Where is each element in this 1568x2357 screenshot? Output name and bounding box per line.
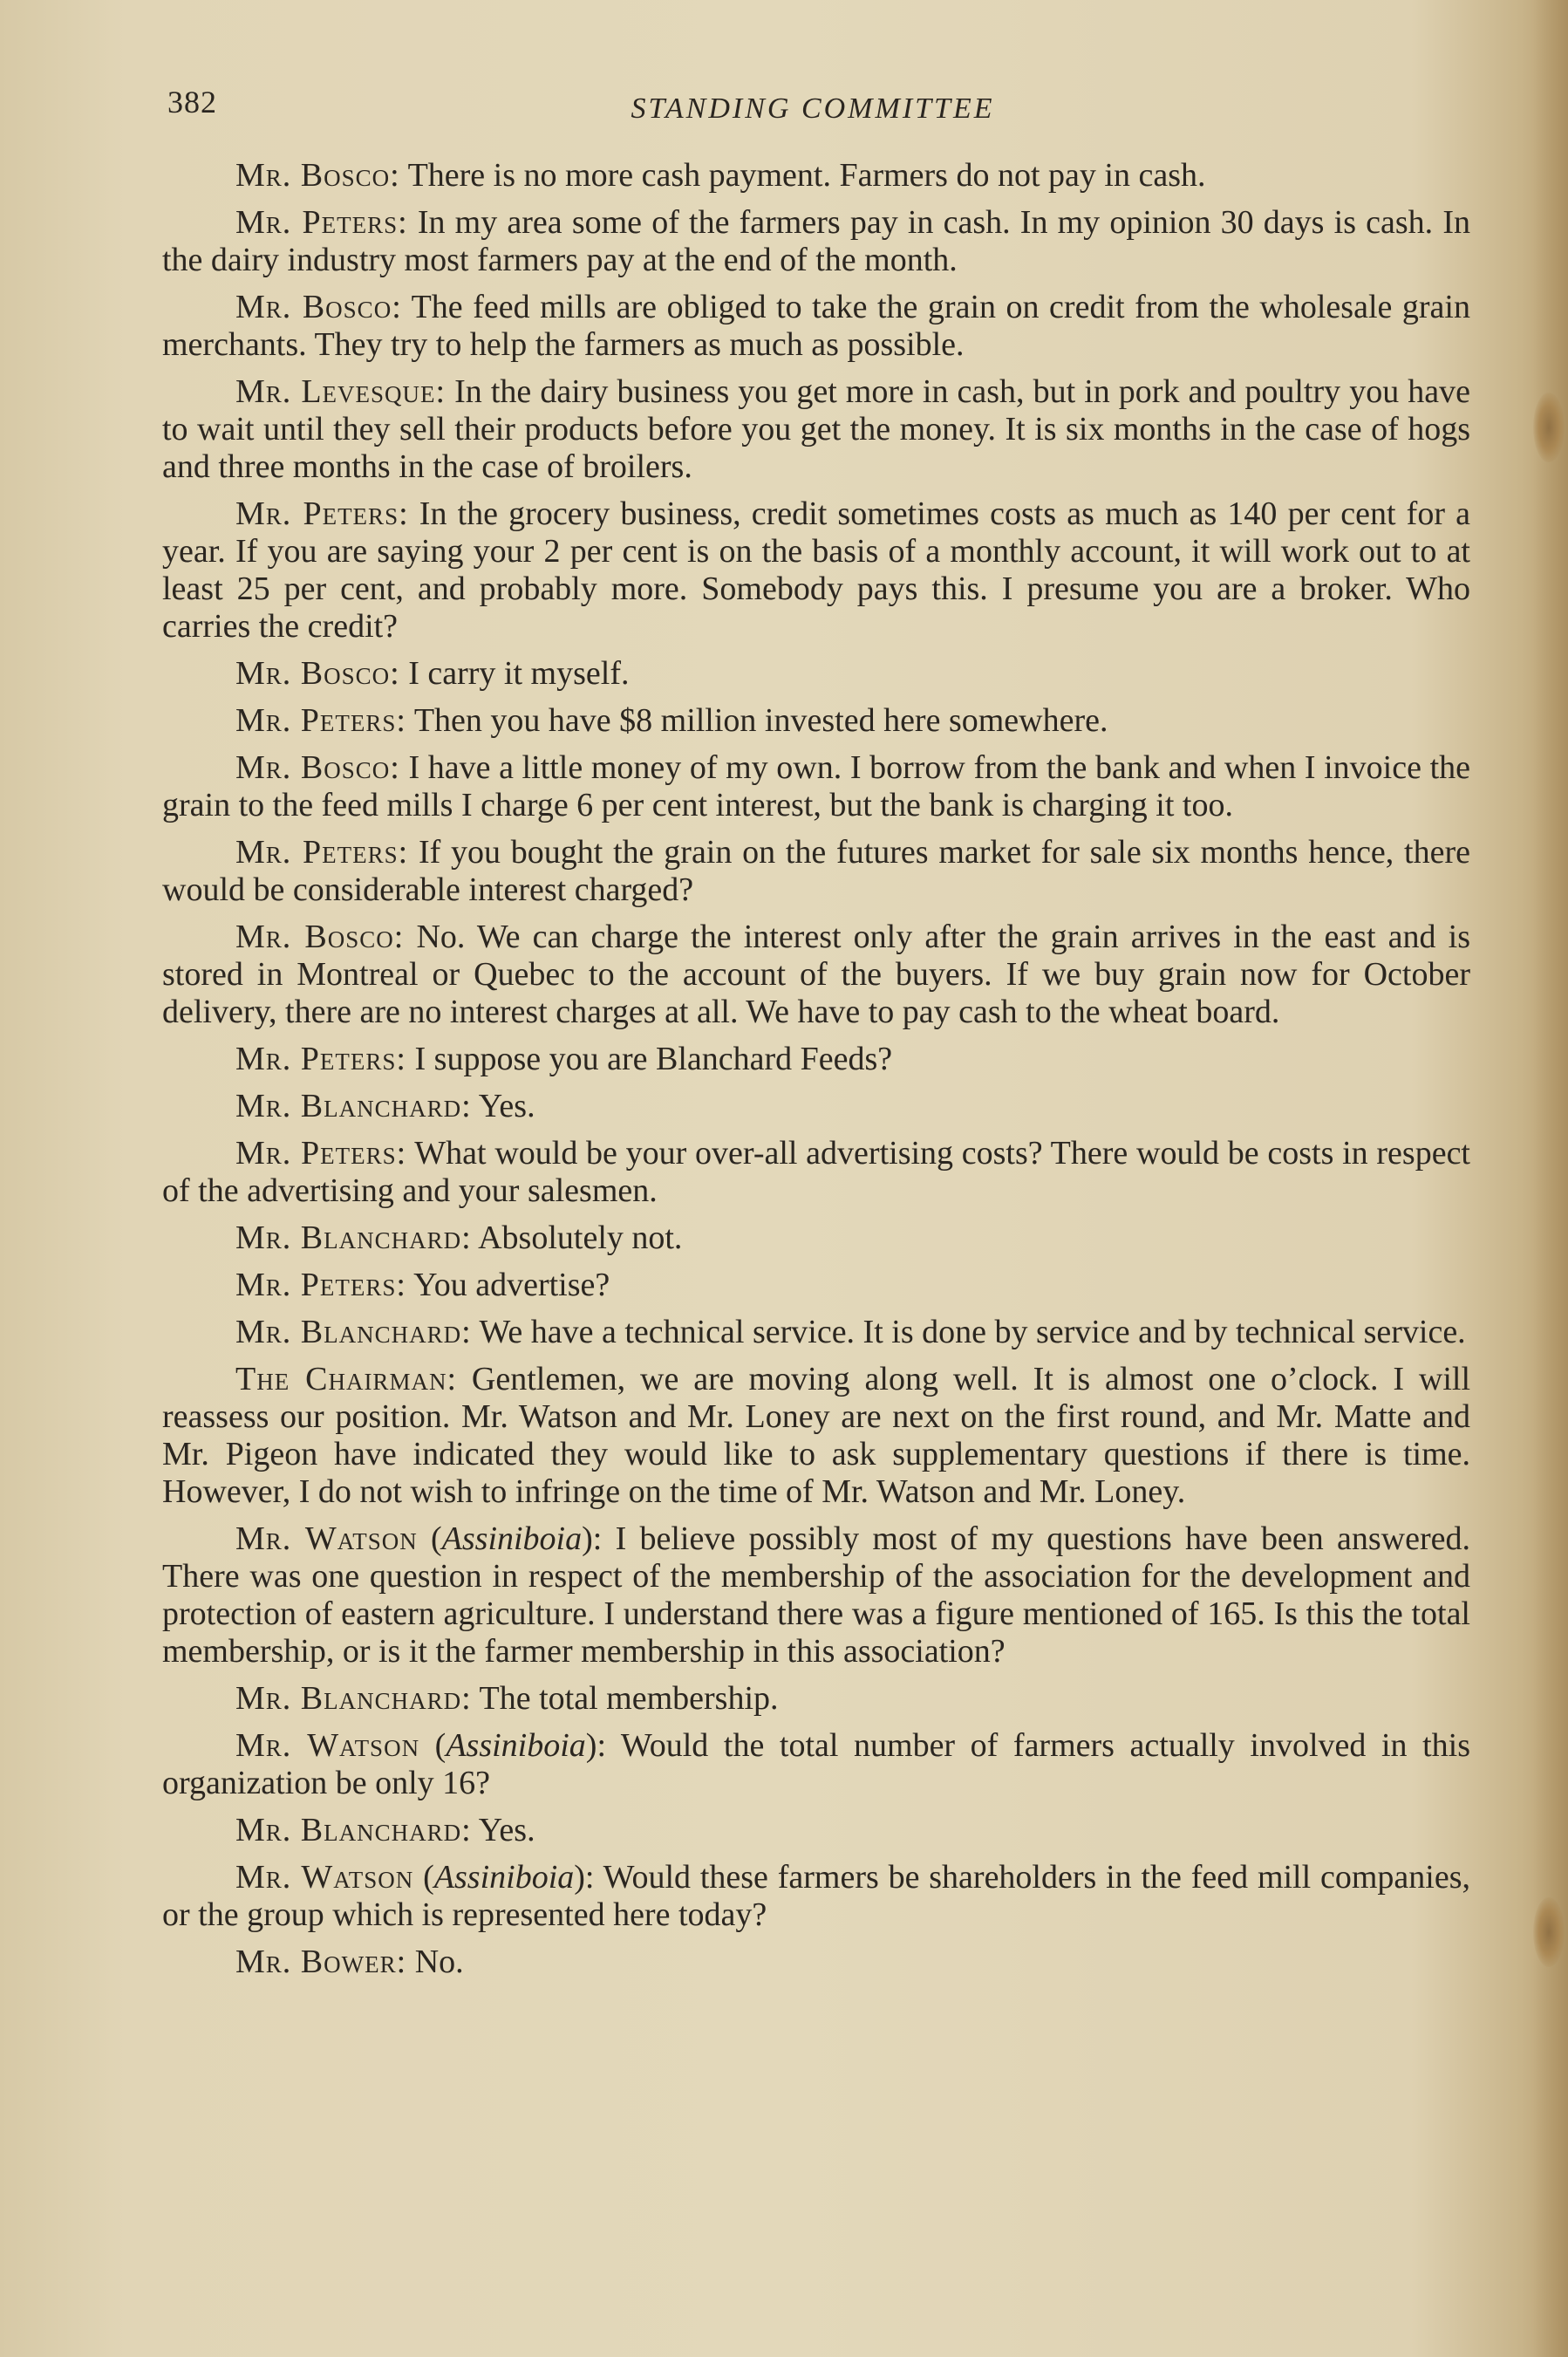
transcript-paragraph: Mr. Watson (Assiniboia): I believe possibly most of my questions have been answered. There was one question in respect of the membership of the association for the development and protection of eastern agriculture. I understand there was a figure mentioned of 165. Is this the total membership, or is it the farmer membership in this association? xyxy=(162,1520,1471,1670)
speech-text: I have a little money of my own. I borrow from the bank and when I invoice the grain to the feed mills I charge 6 per cent interest, but the bank is charging it too. xyxy=(162,749,1471,823)
page-edge-shadow xyxy=(1533,0,1568,2357)
speech-text: Then you have $8 million invested here somewhere. xyxy=(413,702,1108,739)
transcript-paragraph xyxy=(162,1219,1470,1257)
transcript-paragraph xyxy=(162,157,1470,195)
transcript-paragraph xyxy=(162,373,1470,486)
speaker-name: Mr. Peters: xyxy=(235,834,409,871)
transcript-paragraph xyxy=(162,1135,1470,1210)
speech-text: No. We can charge the interest only after the grain arrives in the east and is stored in Montreal or Quebec to the account of the buyers. If we buy grain now for October delivery, there are no interest charges at all. We have to pay cash to the wheat board. xyxy=(162,919,1470,1030)
speaker-colon: : xyxy=(584,1859,595,1896)
transcript-paragraph xyxy=(162,204,1470,279)
transcript-paragraph xyxy=(162,1088,1470,1125)
transcript-paragraph xyxy=(162,919,1470,1031)
running-head: STANDING COMMITTEE xyxy=(631,92,995,125)
binding-hole-mark xyxy=(1533,393,1565,462)
speaker-name: Mr. Bosco: xyxy=(235,157,400,194)
speaker-name: Mr. Peters: xyxy=(235,1135,407,1172)
speaker-name: Mr. Blanchard: xyxy=(235,1812,472,1848)
speaker-name: Mr. Blanchard: xyxy=(235,1314,472,1350)
transcript-paragraph xyxy=(162,702,1470,740)
transcript-paragraph xyxy=(162,1041,1470,1078)
transcript-paragraph: Mr. Watson (Assiniboia): Would these farmers be shareholders in the feed mill companies, or the group which is represented here today? xyxy=(162,1859,1470,1933)
transcript-paragraph xyxy=(162,1812,1470,1849)
riding-name: Assiniboia xyxy=(433,1859,575,1896)
speaker-colon: : xyxy=(592,1520,603,1557)
transcript-body xyxy=(162,157,1470,1991)
speaker-name: Mr. Watson xyxy=(235,1727,420,1764)
transcript-paragraph xyxy=(162,1267,1470,1304)
speaker-name: Mr. Blanchard: xyxy=(235,1219,472,1256)
speech-text: In the dairy business you get more in cash, but in pork and poultry you have to wait until they sell their products before you get the money. It is six months in the case of hogs and three months in the case of broilers. xyxy=(162,373,1470,485)
speech-text: Yes. xyxy=(478,1812,535,1848)
speech-text: The feed mills are obliged to take the grain on credit from the wholesale grain merchants. They try to help the farmers as much as possible. xyxy=(162,289,1470,363)
speech-text: Would these farmers be shareholders in the feed mill companies, or the group which is represented here today? xyxy=(162,1859,1470,1933)
transcript-paragraph xyxy=(162,655,1470,693)
speech-text: We have a technical service. It is done by service and by technical service. xyxy=(479,1314,1466,1350)
transcript-paragraph xyxy=(162,495,1470,646)
speaker-name: Mr. Bosco: xyxy=(235,289,402,325)
speech-text: Yes. xyxy=(478,1088,535,1124)
speaker-name: Mr. Peters: xyxy=(235,204,408,241)
speaker-name: Mr. Bosco: xyxy=(235,749,400,786)
speech-text: Gentlemen, we are moving along well. It is almost one o’clock. I will reassess our position. Mr. Watson and Mr. Loney are next on the first round, and Mr. Matte and Mr. Pigeon have indicated they would like to ask supplementary questions if there is time. However, I do not wish to infringe on the time of Mr. Watson and Mr. Loney. xyxy=(162,1361,1471,1510)
speech-text: I carry it myself. xyxy=(408,655,630,692)
transcript-paragraph xyxy=(162,749,1470,824)
riding-name: Assiniboia xyxy=(446,1727,586,1764)
speaker-name: Mr. Bower: xyxy=(235,1944,407,1980)
transcript-paragraph xyxy=(162,1944,1470,1981)
speech-text: If you bought the grain on the futures market for sale six months hence, there would be considerable interest charged? xyxy=(162,834,1470,908)
speech-text: Would the total number of farmers actually involved in this organization be only 16? xyxy=(162,1727,1470,1801)
speaker-name: Mr. Peters: xyxy=(235,1267,406,1303)
speaker-name: Mr. Blanchard: xyxy=(235,1680,472,1717)
speaker-name: Mr. Bosco: xyxy=(235,655,400,692)
speaker-name: Mr. Watson xyxy=(235,1859,414,1896)
transcript-paragraph xyxy=(162,834,1470,909)
speaker-name: Mr. Watson xyxy=(235,1520,418,1557)
transcript-paragraph xyxy=(162,1680,1470,1718)
speech-text: The total membership. xyxy=(479,1680,779,1717)
speech-text: In my area some of the farmers pay in cash. In my opinion 30 days is cash. In the dairy industry most farmers pay at the end of the month. xyxy=(162,204,1470,278)
speaker-colon: : xyxy=(597,1727,607,1764)
binding-hole-mark xyxy=(1533,1897,1565,1967)
transcript-paragraph xyxy=(162,289,1470,364)
transcript-paragraph xyxy=(162,1361,1470,1511)
speaker-name: Mr. Levesque: xyxy=(235,373,447,410)
speaker-name: The Chairman: xyxy=(235,1361,458,1397)
speaker-name: Mr. Peters: xyxy=(235,1041,406,1077)
speech-text: In the grocery business, credit sometimes costs as much as 140 per cent for a year. If you are saying your 2 per cent is on the basis of a monthly account, it will work out to at least 25 per cent, and probably more. Somebody pays this. I presume you are a broker. Who carries the credit? xyxy=(162,495,1470,645)
speech-text: What would be your over-all advertising costs? There would be costs in respect of the advertising and your salesmen. xyxy=(162,1135,1470,1209)
riding-name: Assiniboia xyxy=(441,1520,583,1557)
speech-text: I believe possibly most of my questions have been answered. There was one question in respect of the membership of the association for the development and protection of eastern agriculture. I understand there was a figure mentioned of 165. Is this the total membership, or is it the farmer membership in this association? xyxy=(162,1520,1471,1670)
speaker-name: Mr. Peters: xyxy=(235,495,409,532)
page-number: 382 xyxy=(167,85,217,120)
speaker-name: Mr. Peters: xyxy=(235,702,406,739)
speech-text: Absolutely not. xyxy=(478,1219,683,1256)
speech-text: I suppose you are Blanchard Feeds? xyxy=(414,1041,893,1077)
speech-text: You advertise? xyxy=(413,1267,610,1303)
page-header xyxy=(167,84,1458,136)
speech-text: There is no more cash payment. Farmers do not pay in cash. xyxy=(407,157,1206,194)
speech-text: No. xyxy=(414,1944,464,1980)
transcript-paragraph xyxy=(162,1314,1470,1351)
speaker-name: Mr. Bosco: xyxy=(235,919,405,955)
transcript-paragraph: Mr. Watson (Assiniboia): Would the total number of farmers actually involved in this organization be only 16? xyxy=(162,1727,1470,1801)
speaker-name: Mr. Blanchard: xyxy=(235,1088,472,1124)
